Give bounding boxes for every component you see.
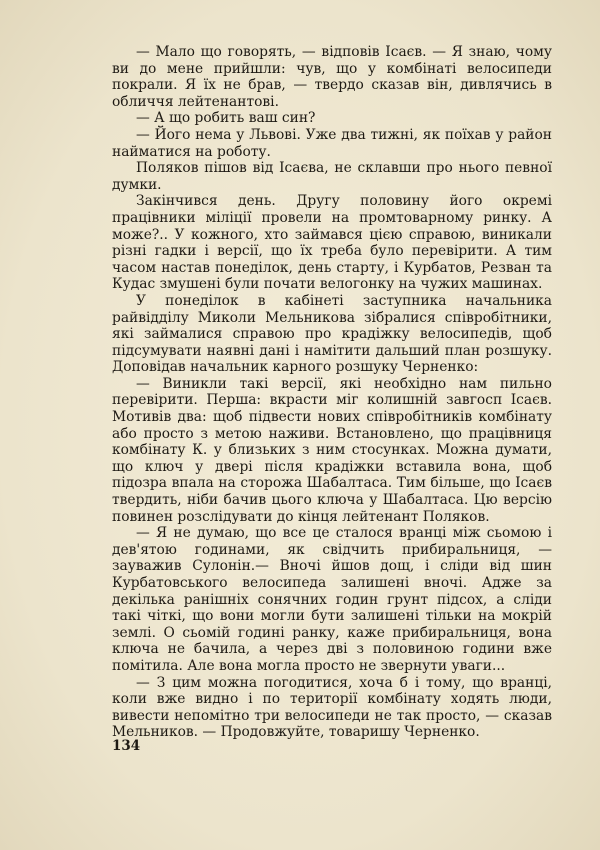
page-number: 134: [112, 738, 141, 754]
paragraph: — А що робить ваш син?: [136, 110, 316, 127]
paragraph: Закінчився день. Другу половину його окремі працівники міліції провели на промтоварному ринку. А може?.. У кожного, хто займався цією справою, виникали різні гадки і версії, що їх треба було перевірити. А тим часом настав понеділок, день старту, і Курбатов, Резван та Кудас змушені були почати велогонку на чужих машинах.: [112, 193, 552, 293]
paragraph: — Виникли такі версії, які необхідно нам пильно перевірити. Перша: вкрасти міг колишній завгосп Ісаєв. Мотивів два: щоб підвести нових співробітників комбінату або просто з метою наживи. Встановлено, що працівниця комбінату К. у близьких з ним стосунках. Можна думати, що ключ у двері після крадіжки вставила вона, щоб підозра впала на сторожа Шабалтаса. Тим більше, що Ісаєв твердить, ніби бачив цього ключа у Шабалтаса. Цю версію повинен розслідувати до кінця лейтенант Поляков.: [112, 375, 552, 525]
paragraph: — Я не думаю, що все це сталося вранці між сьомою і дев'ятою годинами, як свідчить прибиральниця, — зауважив Сулонін.— Вночі йшов дощ, і сліди від шин Курбатовського велосипеда залишені вночі. Адже за декілька ранішніх сонячних годин грунт підсох, а сліди такі чіткі, що вони могли бути залишені тільки на мокрій землі. О сьомій годині ранку, каже прибиральниця, вона ключа не бачила, а через дві з половиною години вже помітила. Але вона могла просто не звернути уваги...: [112, 525, 552, 674]
body-text: [112, 44, 552, 741]
paragraph: Поляков пішов від Ісаєва, не склавши про нього певної думки.: [112, 160, 552, 193]
paragraph: — Мало що говорять, — відповів Ісаєв. — Я знаю, чому ви до мене прийшли: чув, що у комбінаті велосипеди покрали. Я їх не брав, — твердо сказав він, дивлячись в обличчя лейтенантові.: [112, 44, 552, 110]
paragraph: — З цим можна погодитися, хоча б і тому, що вранці, коли вже видно і по території комбінату ходять люди, вивести непомітно три велосипеди не так просто, — сказав Мельников. — Продовжуйте, товаришу Черненко.: [112, 674, 552, 741]
paragraph: — Його нема у Львові. Уже два тижні, як поїхав у район найматися на роботу.: [112, 126, 552, 160]
paragraph: У понеділок в кабінеті заступника начальника райвідділу Миколи Мельникова зібралися співробітники, які займалися справою про крадіжку велосипедів, щоб підсумувати наявні дані і намітити дальший план розшуку. Доповідав начальник карного розшуку Черненко:: [112, 292, 552, 376]
